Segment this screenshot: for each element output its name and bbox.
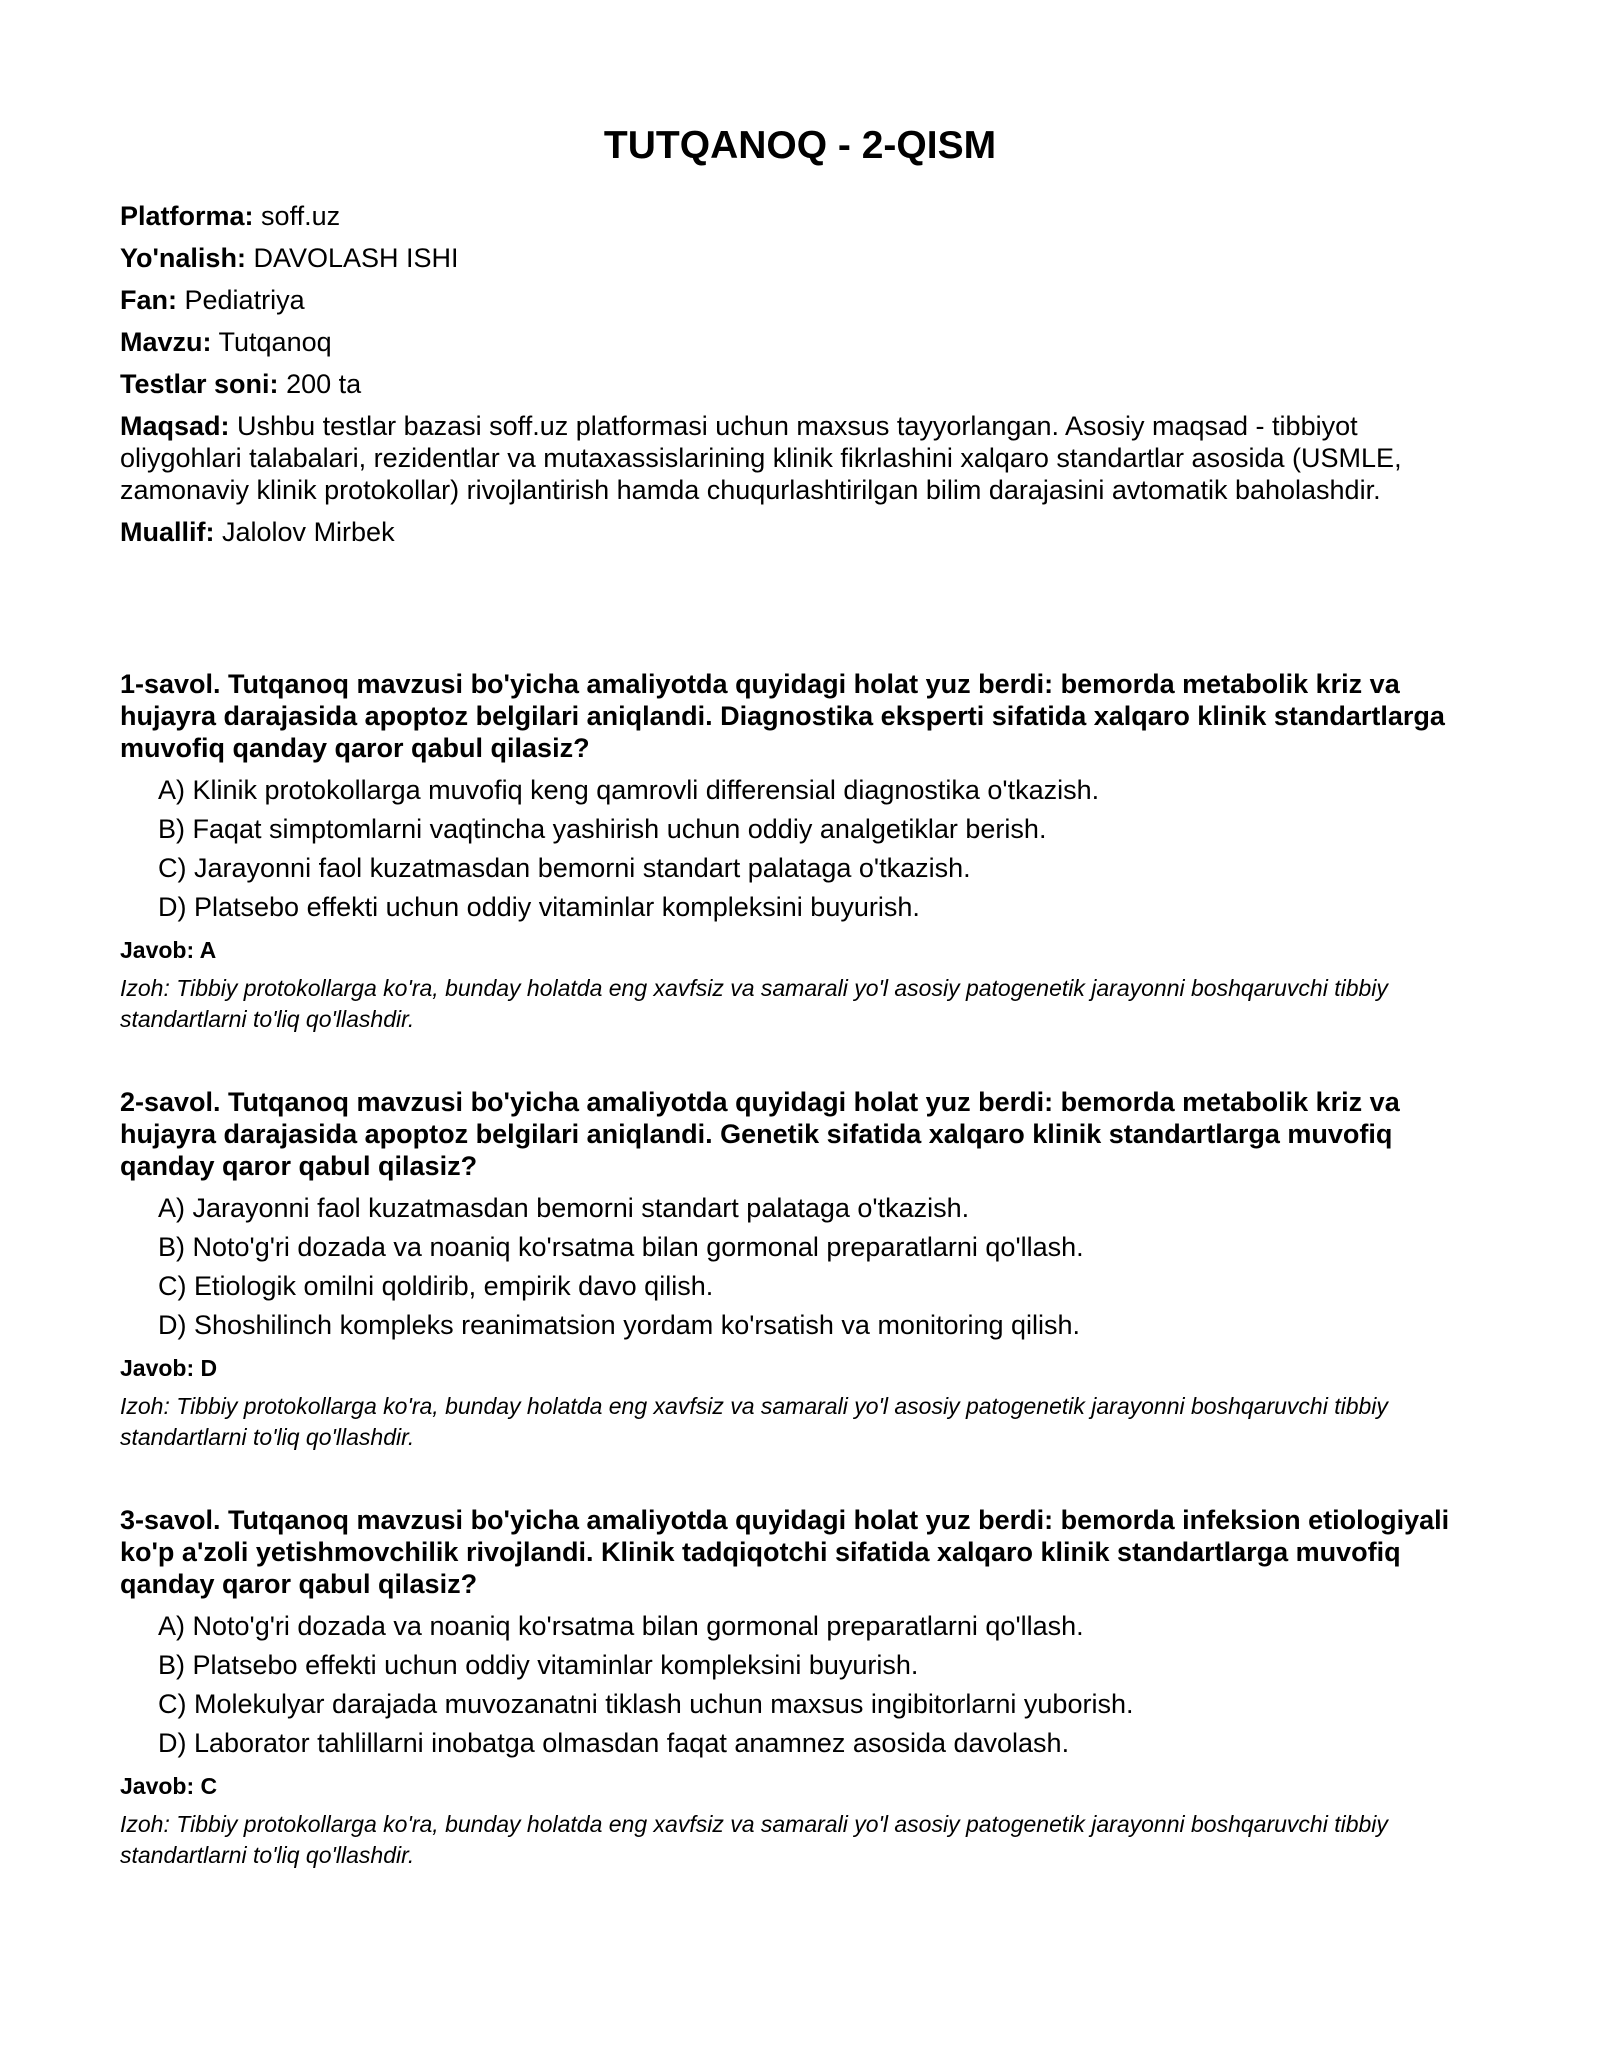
metadata-section: [120, 200, 1480, 558]
meta-value: Pediatriya: [184, 285, 305, 315]
questions-list: [120, 668, 1480, 1922]
question-3: [120, 1504, 1480, 1871]
meta-label: Fan:: [120, 285, 177, 315]
explanation-text: Izoh: Tibbiy protokollarga ko'ra, bunday holatda eng xavfsiz va samarali yo'l asosiy patogenetik jarayonni boshqaruvchi tibbiy standartlarni to'liq qo'llashdir.: [120, 1811, 1388, 1868]
option-c: C) Jarayonni faol kuzatmasdan bemorni standart palataga o'tkazish.: [158, 853, 971, 883]
meta-value: Tutqanoq: [218, 327, 332, 357]
option-b: B) Noto'g'ri dozada va noaniq ko'rsatma bilan gormonal preparatlarni qo'llash.: [158, 1232, 1084, 1262]
meta-author: [120, 516, 1480, 548]
document-title: TUTQANOQ - 2-QISM: [603, 124, 997, 167]
question-text: 1-savol. Tutqanoq mavzusi bo'yicha amaliyotda quyidagi holat yuz berdi: bemorda metabolik kriz va hujayra darajasida apoptoz belgilari aniqlandi. Diagnostika eksperti sifatida xalqaro klinik standartlarga muvofiq qanday qaror qabul qilasiz?: [120, 669, 1445, 763]
meta-value: DAVOLASH ISHI: [253, 243, 459, 273]
meta-label: Maqsad:: [120, 411, 230, 441]
option-c: C) Molekulyar darajada muvozanatni tiklash uchun maxsus ingibitorlarni yuborish.: [158, 1689, 1134, 1719]
question-text: 3-savol. Tutqanoq mavzusi bo'yicha amaliyotda quyidagi holat yuz berdi: bemorda infeksion etiologiyali ko'p a'zoli yetishmovchilik rivojlandi. Klinik tadqiqotchi sifatida xalqaro klinik standartlarga muvofiq qanday qaror qabul qilasiz?: [120, 1505, 1450, 1599]
option-a: A) Noto'g'ri dozada va noaniq ko'rsatma bilan gormonal preparatlarni qo'llash.: [158, 1611, 1084, 1641]
option-d: D) Platsebo effekti uchun oddiy vitaminlar kompleksini buyurish.: [158, 892, 920, 922]
meta-platform: [120, 200, 1480, 232]
meta-label: Mavzu:: [120, 327, 212, 357]
meta-label: Testlar soni:: [120, 369, 279, 399]
meta-label: Platforma:: [120, 201, 254, 231]
answer-label: Javob: D: [120, 1355, 218, 1381]
meta-value: Jalolov Mirbek: [222, 517, 395, 547]
explanation-text: Izoh: Tibbiy protokollarga ko'ra, bunday holatda eng xavfsiz va samarali yo'l asosiy patogenetik jarayonni boshqaruvchi tibbiy standartlarni to'liq qo'llashdir.: [120, 975, 1388, 1032]
option-d: D) Shoshilinch kompleks reanimatsion yordam ko'rsatish va monitoring qilish.: [158, 1310, 1081, 1340]
answer-label: Javob: A: [120, 937, 217, 963]
answer-label: Javob: C: [120, 1773, 218, 1799]
meta-subject: [120, 284, 1480, 316]
meta-label: Muallif:: [120, 517, 215, 547]
option-d: D) Laborator tahlillarni inobatga olmasdan faqat anamnez asosida davolash.: [158, 1728, 1070, 1758]
option-a: A) Jarayonni faol kuzatmasdan bemorni standart palataga o'tkazish.: [158, 1193, 970, 1223]
option-a: A) Klinik protokollarga muvofiq keng qamrovli differensial diagnostika o'tkazish.: [158, 775, 1100, 805]
meta-topic: [120, 326, 1480, 358]
question-text: 2-savol. Tutqanoq mavzusi bo'yicha amaliyotda quyidagi holat yuz berdi: bemorda metabolik kriz va hujayra darajasida apoptoz belgilari aniqlandi. Genetik sifatida xalqaro klinik standartlarga muvofiq qanday qaror qabul qilasiz?: [120, 1087, 1400, 1181]
question-2: [120, 1086, 1480, 1453]
meta-value: Ushbu testlar bazasi soff.uz platformasi uchun maxsus tayyorlangan. Asosiy maqsad - tibbiyot oliygohlari talabalari, rezidentlar va mutaxassislarining klinik fikrlashini xalqaro standartlar asosida (USMLE, zamonaviy klinik protokollar) rivojlantirish hamda chuqurlashtirilgan bilim darajasini avtomatik baholashdir.: [120, 411, 1402, 505]
option-b: B) Platsebo effekti uchun oddiy vitaminlar kompleksini buyurish.: [158, 1650, 919, 1680]
meta-direction: [120, 242, 1480, 274]
option-b: B) Faqat simptomlarni vaqtincha yashirish uchun oddiy analgetiklar berish.: [158, 814, 1047, 844]
question-1: [120, 668, 1480, 1035]
meta-label: Yo'nalish:: [120, 243, 246, 273]
meta-test-count: [120, 368, 1480, 400]
meta-value: soff.uz: [261, 201, 341, 231]
meta-purpose: [120, 410, 1480, 506]
explanation-text: Izoh: Tibbiy protokollarga ko'ra, bunday holatda eng xavfsiz va samarali yo'l asosiy patogenetik jarayonni boshqaruvchi tibbiy standartlarni to'liq qo'llashdir.: [120, 1393, 1388, 1450]
option-c: C) Etiologik omilni qoldirib, empirik davo qilish.: [158, 1271, 714, 1301]
meta-value: 200 ta: [286, 369, 362, 399]
